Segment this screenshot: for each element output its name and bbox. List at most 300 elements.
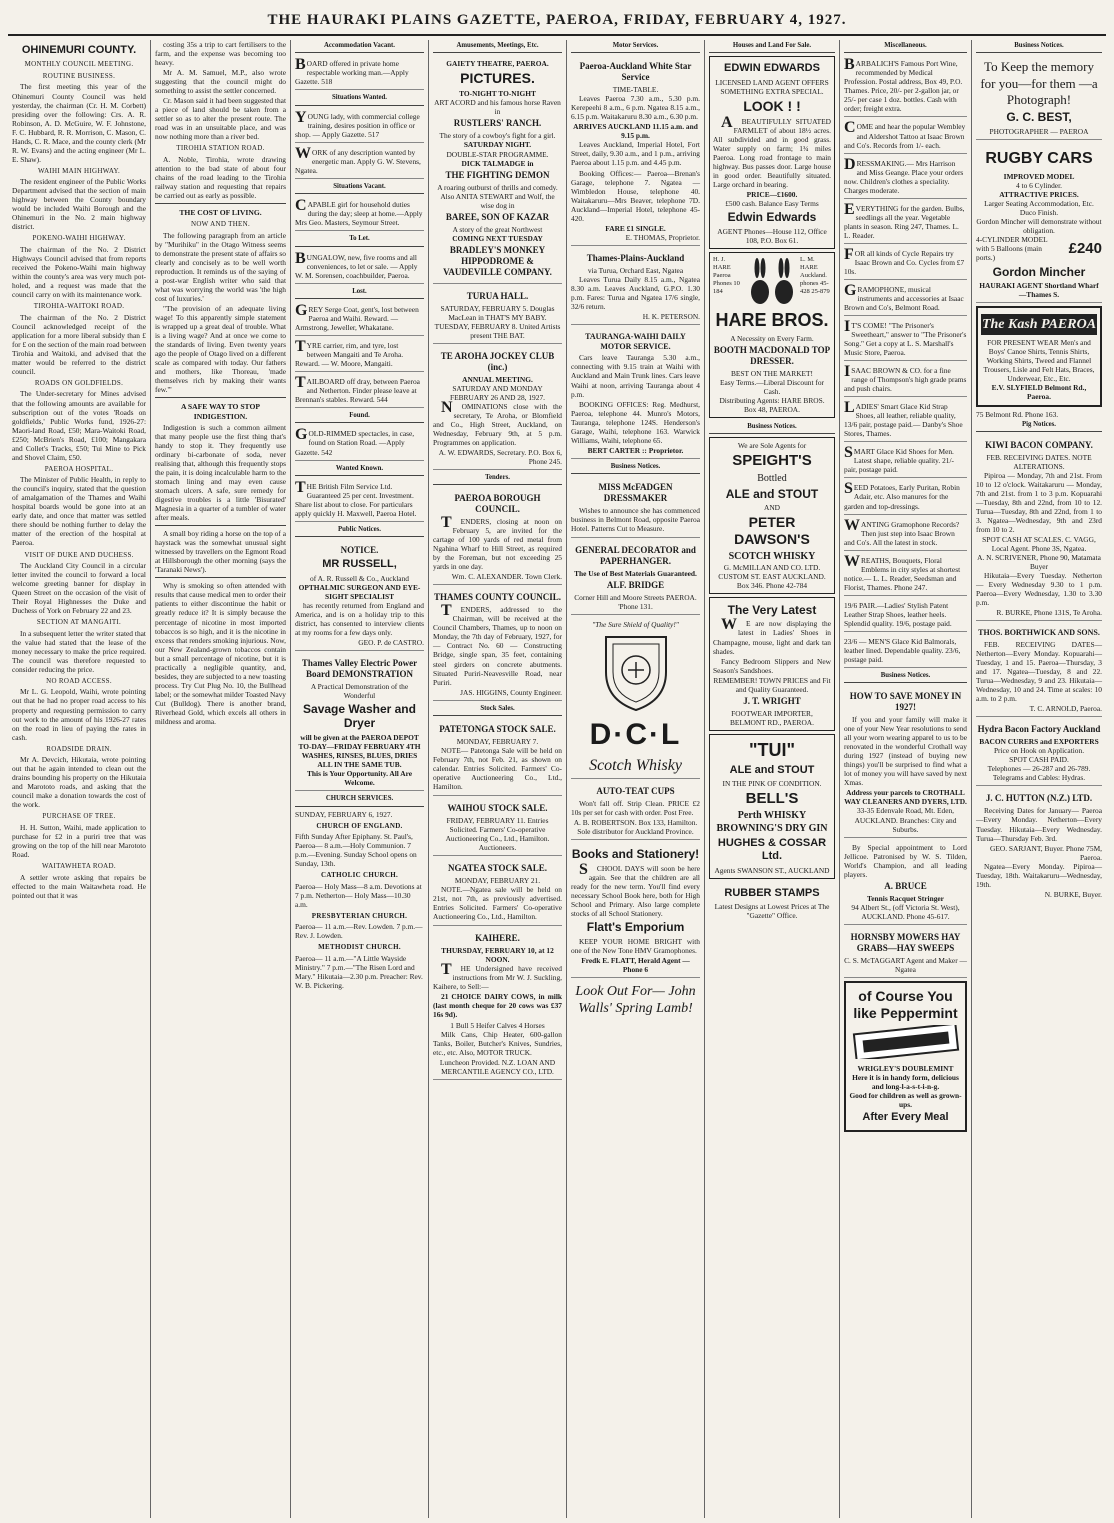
whisky-ad bbox=[571, 617, 700, 779]
ad-body: Fancy Bedroom Slippers and New Season's Sandshoes. bbox=[713, 656, 831, 675]
auction-ad bbox=[433, 928, 562, 1079]
section-header: Miscellaneous. bbox=[844, 40, 967, 53]
ad-signature: Wm. C. ALEXANDER. Town Clerk. bbox=[451, 572, 562, 582]
ad-name: ALF. BRIDGE bbox=[606, 580, 665, 591]
ad-title: PICTURES. bbox=[460, 70, 535, 87]
ad-line: Price on Hook on Application. bbox=[993, 746, 1085, 756]
ad-body: Leaves Turua Daily 8.15 a.m., Ngatea 8.30 a.m. Leaves Auckland, G.P.O. 1.30 p.m. Fares: Turua and Ngatea 17/6 single, 32/6 return. bbox=[571, 274, 700, 311]
ad-line: MONDAY, FEBRUARY 21. bbox=[454, 876, 541, 886]
article-heading: OHINEMURI COUNTY. bbox=[21, 44, 137, 56]
notice-body: has recently returned from England and America, and is on a holiday trip to this district, has consented to interview clients at my rooms for a few days only. bbox=[295, 600, 424, 637]
section-heading: POKENO-WAIHI HIGHWAY. bbox=[32, 234, 126, 243]
ad-line: will be given at the PAEROA DEPOT TO-DAY—FRIDAY FEBRUARY 4TH bbox=[298, 733, 421, 752]
rabbits-icon bbox=[744, 256, 800, 308]
paragraph: H. H. Sutton, Waihi, made application to purchase for £2 in a puriri tree that was growing on the top of the hill near Marototo Road. bbox=[12, 822, 146, 859]
ad-line: Gordon Mincher will demonstrate without obligation. bbox=[976, 217, 1102, 236]
classified-ad: SMART Glace Kid Shoes for Men. Latest shape, reliable quality. 21/- pair, postage paid. bbox=[844, 444, 967, 478]
ad-line: THURSDAY, FEBRUARY 10, at 12 NOON. bbox=[441, 946, 554, 965]
stock-sale-ad bbox=[433, 858, 562, 926]
brand-banner: The Kash PAEROA bbox=[981, 314, 1097, 335]
ad-line: A story of the great Northwest bbox=[452, 224, 543, 234]
stationery-ad bbox=[571, 842, 700, 978]
classified-ad: WORK of any description wanted by energetic man. Apply G. W. Stevens, Ngatea. bbox=[295, 145, 424, 179]
column-amusements bbox=[429, 40, 567, 1518]
ad-line: Luncheon Provided. N.Z. LOAN AND MERCANTILE AGENCY CO., LTD. bbox=[439, 1057, 556, 1076]
classified-ad: YOUNG lady, with commercial college training, desires position in office or shop. — Apply Gazette. 517 bbox=[295, 109, 424, 143]
ad-line: BACON CURERS and EXPORTERS bbox=[979, 737, 1099, 747]
ad-body: Pipiroa — Monday, 7th and 21st. From 10 to 12 o'clock. Waitakaruru — Monday, 7th and 21st. from 1 to 3 p.m. Kopuarahi—Tuesday, 8th and 22nd, from 10 to 12. Turua—Tuesday, 8th and 22nd, from 1 to 3. Ngatea—Wednesday, 9th and 23rd from 10 to 2. bbox=[976, 470, 1102, 535]
ad-body: Cars leave Tauranga 5.30 a.m., connecting with 9.15 train at Waihi with Auckland and Main Trunk lines. Cars leave Waihi at noon, arriving Tauranga about 4 p.m. bbox=[571, 353, 700, 399]
ad-title: J. C. HUTTON (N.Z.) LTD. bbox=[985, 793, 1093, 804]
ad-body: Leaves Auckland, Imperial Hotel, Fort Street, daily, 9.30 a.m., and 1 p.m., arriving Paeroa about 1.15 p.m. and 4.45 p.m. bbox=[571, 140, 700, 168]
brand-tagline: Scotch Whisky bbox=[589, 756, 682, 774]
wrigleys-ad bbox=[844, 981, 967, 1132]
ad-line: CUSTOM ST. EAST AUCKLAND. bbox=[718, 571, 826, 581]
section-heading: PURCHASE OF TREE. bbox=[42, 812, 116, 821]
rubber-stamps-ad bbox=[709, 882, 835, 923]
ad-line: GAIETY THEATRE, PAEROA. bbox=[446, 59, 549, 69]
ad-body: ABEAUTIFULLY SITUATED FARMLET of about 18½ acres. All subdivided and in good grass. Water supply on farm; 1¾ miles Paeroa. Long road frontage to main highway. Bus passes door. Large house in good order. Beautifully situated. Large orchard in bearing. bbox=[713, 113, 831, 190]
paragraph: Indigestion is such a common ailment that many people use the first thing that's handy to stop it. They frequently use ordinary bi-carbonate of soda, never realising that, although this frequently stops the pain, it is doing incalculable harm to the stomach lining and may even cause stomach ulcers. A safe, sure remedy for digestive troubles is a little 'Bisurated' Magnesia in a quarter of a tumbler of water after meals. bbox=[155, 422, 286, 523]
decorator-ad bbox=[571, 540, 700, 615]
ad-line: Easy Terms.—Liberal Discount for Cash. bbox=[719, 377, 825, 396]
ad-line: After Every Meal bbox=[862, 1111, 949, 1124]
ad-title: NGATEA STOCK SALE. bbox=[448, 863, 547, 874]
ad-body: NOTE— Patetonga Sale will be held on February 7th, not Feb. 21, as shown on calendar. Entries Solicited. Farmers' Co-operative Auctioneering Co., Ltd., Hamilton. bbox=[433, 745, 562, 792]
brand-name: "TUI" bbox=[748, 739, 796, 760]
ad-price: PRICE—£1600. bbox=[746, 190, 798, 200]
hutton-ad bbox=[976, 788, 1102, 901]
column-articles bbox=[151, 40, 291, 1518]
ad-title: TURUA HALL. bbox=[466, 290, 529, 301]
ad-body: Wishes to announce she has commenced business in Belmont Road, opposite Paeroa Hotel. Patterns Cut to Measure. bbox=[571, 505, 700, 534]
speights-ad bbox=[709, 437, 835, 594]
paragraph: The following paragraph from an article by "Murihiku" in the Otago Witness seems to demonstrate the present state of affairs so clearly and concisely as to be well worth reproduction. It reminds us of the saying of a post-war English writer who said that what was worrying the world was 'the high cost of luxuries.' bbox=[155, 230, 286, 304]
classified-ad: BUNGALOW, new, five rooms and all conveniences, to let or sale. — Apply W. M. Sorensen, coachbuilder, Paeroa. bbox=[295, 250, 424, 284]
film-title: BAREE, SON OF KAZAR bbox=[445, 211, 550, 222]
ad-line: REMEMBER! TOWN PRICES and Fit and Quality Guaranteed. bbox=[713, 675, 831, 694]
price-value: £240 bbox=[1068, 239, 1102, 257]
ad-line: SCOTCH WHISKY bbox=[728, 550, 816, 562]
ad-body: TENDERS, addressed to the Chairman, will be received at the Council Chambers, Thames, up to noon on Monday, the 7th day of February, 1927, for— Contract No. 60 — Constructing Bridge, single span, 35 feet, containing steel girders on concrete abutments. Situated Puriri-Neavesville Road, near Puriri. bbox=[433, 602, 562, 687]
paragraph: Mr A. M. Samuel, M.P., also wrote suggesting that the council might do something to assist the settler concerned. bbox=[155, 68, 286, 96]
section-header: Pig Notices. bbox=[976, 419, 1102, 432]
ad-line: We are Sole Agents for bbox=[737, 441, 807, 451]
ad-line: TUESDAY, FEBRUARY 8. United Artists present THE BAT. bbox=[434, 321, 561, 340]
article-heading: A SAFE WAY TO STOP INDIGESTION. bbox=[180, 402, 261, 421]
motor-service-ad bbox=[571, 56, 700, 245]
paragraph: A. Noble, Tirohia, wrote drawing attention to the bad state of about four chains of the road leading to the Tirohia railway station and requesting that repairs be carried out as early as possible. bbox=[155, 154, 286, 200]
divider bbox=[155, 203, 286, 204]
article-heading: THE COST OF LIVING. bbox=[179, 208, 262, 218]
ad-signature: R. BURKE, Phone 131S, Te Aroha. bbox=[996, 608, 1102, 618]
ad-line: Tennis Racquet Stringer bbox=[867, 893, 944, 903]
ad-title: Thames-Plains-Auckland bbox=[586, 252, 685, 263]
ad-body: KEEP YOUR HOME BRIGHT with one of the New Tone HMV Gramophones. bbox=[571, 936, 700, 955]
ad-line: DOUBLE-STAR PROGRAMME. bbox=[446, 149, 549, 159]
cleaners-ad bbox=[844, 686, 967, 837]
section-header: Accommodation Vacant. bbox=[295, 40, 424, 53]
ad-signature: Fredk E. FLATT, Herald Agent — Phone 6 bbox=[581, 955, 690, 974]
footwear-ad bbox=[709, 597, 835, 731]
ad-body: SCHOOL DAYS will soon be here again. See that the children are all ready for the new term. You'll find every necessary School Book here, both for High School and Primary. Also large complete stocks of all School Stationery. bbox=[571, 860, 700, 919]
section-heading: ROADS ON GOLDFIELDS. bbox=[34, 378, 124, 387]
ad-line: SPOT CASH PAID. bbox=[1009, 755, 1069, 765]
notice-name: MR RUSSELL, bbox=[322, 558, 397, 571]
section-header: To Let. bbox=[295, 233, 424, 246]
section-heading: WAIHI MAIN HIGHWAY. bbox=[37, 166, 121, 175]
ad-name: A. BRUCE bbox=[884, 880, 927, 891]
ad-body: NOMINATIONS close with the secretary, Te Aroha, or Blomfield and Co., High Street, Auckland, on Wednesday, February 9th, at 5 p.m. Programmes on application. bbox=[433, 398, 562, 447]
ad-line: Here it is in handy form, delicious and long-l-a-s-t-i-n-g. bbox=[852, 1072, 959, 1091]
section-heading: PAEROA HOSPITAL. bbox=[44, 464, 114, 473]
ad-title: Look Out For— John Walls' Spring Lamb! bbox=[575, 983, 696, 1016]
columns bbox=[8, 40, 1106, 1518]
brand-name: HARE BROS. bbox=[715, 309, 829, 330]
ad-title: PAEROA BOROUGH COUNCIL. bbox=[454, 493, 541, 515]
section-heading: VISIT OF DUKE AND DUCHESS. bbox=[24, 550, 134, 559]
ad-line: TIME-TABLE. bbox=[612, 85, 659, 95]
ad-line: HAURAKI AGENT Shortland Wharf—Thames S. bbox=[979, 281, 1099, 300]
ad-body: FEB. RECEIVING DATES— Netherton—Every Monday. Kopuarahi—Tuesday, 1 and 15. Paeroa—Thursday, 3 and 17. Ngatea—Tuesday, 8 and 22. Turua—Wednesday, 9 and 23. Hikutaia—Wednesday, 10 and 24. Time at scales: 10 a.m. to 2 p.m. bbox=[976, 640, 1102, 704]
ad-line: IMPROVED MODEL bbox=[1003, 172, 1075, 182]
ad-body: Won't fall off. Strip Clean. PRICE £2 10s per set for cash with order. Post Free. bbox=[571, 799, 700, 818]
paragraph: The Under-secretary for Mines advised that the following amounts are available for subscription out of the votes 'Roads on goldfields,' Public Works fund, 1926-27: Maori-land Road, £50; Mara-Waitoki Road, £250; McBrien's Road, £100; Mangakara and Collet's Tracks, £50; Tui Mine to Pick and Shovel Claim, £50. bbox=[12, 389, 146, 462]
ad-body: Hikutaia—Every Tuesday. Netherton — Every Wednesday 9.30 to 1 p.m. Paeroa—Every Wednesday, 1.30 to 3.30 p.m. bbox=[976, 571, 1102, 608]
ad-line: Distributing Agents: HARE BROS. Box 48, PAEROA. bbox=[719, 395, 825, 414]
ad-line: IN THE PINK OF CONDITION. bbox=[722, 779, 822, 789]
ad-body: FRIDAY, FEBRUARY 11. Entries Solicited. Farmers' Co-operative Auctioneering Co., Ltd., Hamilton. Auctioneers. bbox=[445, 816, 550, 853]
tui-ale-ad bbox=[709, 734, 835, 879]
lamb-ad bbox=[571, 980, 700, 1020]
paragraph: The chairman of the No. 2 District Council acknowledged receipt of the application for a more liberal subsidy than £ for £ on the section of the main road between Tirohia and Waitoki, and advised that the matter would be referred to the district council. bbox=[12, 312, 147, 376]
classified-ad: BARBALICH'S Famous Port Wine, recommended by Medical Profession. Postal address, Box 49, P.O. Thames. Price, 20/- per 2-gallon jar, or 25/- per case 1 doz. bottles. Cash with order; freight extra. bbox=[844, 56, 967, 117]
ad-line: via Turua, Orchard East, Ngatea bbox=[587, 265, 684, 275]
paragraph: Cr. Mason said it had been suggested that a piece of land should be taken from a settler so as to alter the present route. The road was in an unsuitable place, and was now nothing more than a river bed. bbox=[155, 96, 286, 142]
ad-line: The Use of Best Materials Guaranteed. bbox=[574, 569, 697, 578]
photographer-ad bbox=[976, 56, 1102, 139]
ad-line: 33-35 Edenvale Road, Mt. Eden, AUCKLAND. Branches: City and Suburbs. bbox=[854, 806, 957, 834]
section-header: Business Notices. bbox=[709, 421, 835, 434]
ad-title: Thames Valley Electric Power Board DEMONSTRATION bbox=[301, 657, 418, 679]
classified-ad: GOLD-RIMMED spectacles, in case, found on Station Road. —Apply Gazette. 542 bbox=[295, 426, 424, 460]
notice-line: OPTHALMIC SURGEON AND EYE-SIGHT SPECIALIST bbox=[298, 582, 421, 601]
classified-ad: 19/6 PAIR.—Ladies' Stylish Patent Leather Strap Shoes, leather heels. Splendid quality. 19/6, postage paid. bbox=[844, 598, 967, 632]
notice-signature: GEO. P. de CASTRO. bbox=[358, 637, 424, 647]
turua-hall-ad bbox=[433, 286, 562, 344]
company-name: HUGHES & COSSAR Ltd. bbox=[717, 836, 827, 863]
classified-ad: CAPABLE girl for household duties during the day; sleep at home.—Apply Mrs Geo. Masters, Seymour Street. bbox=[295, 197, 424, 231]
ad-body: TENDERS, closing at noon on February 5, are invited for the cartage of 100 yards of red metal from Ngahina Wharf to Hill Street, as required by the Foreman, but not exceeding 25 yards in one day. bbox=[433, 514, 562, 572]
classified-ad: ISAAC BROWN & CO. for a fine range of Thompson's high grade prams and push chairs. bbox=[844, 363, 967, 397]
classified-ad: TYRE carrier, rim, and tyre, lost between Mangaiti and Te Aroha. Reward. — W. Moore, Mangaiti. bbox=[295, 338, 424, 372]
classified-ad: WANTING Gramophone Records? Then just step into Isaac Brown and Co's. All the latest in stock. bbox=[844, 517, 967, 551]
agent-name: Edwin Edwards bbox=[727, 210, 817, 225]
section-header: Public Notices. bbox=[295, 524, 424, 537]
notice-ad bbox=[295, 540, 424, 651]
ad-title: TE AROHA JOCKEY CLUB (inc.) bbox=[440, 350, 555, 372]
ad-line: FOOTWEAR IMPORTER, BELMONT RD., PAEROA. bbox=[730, 708, 814, 727]
ad-line: AND bbox=[763, 503, 780, 513]
classified-ad: SEED Potatoes, Early Puritan, Robin Adair, etc. Also manures for the garden and top-dressings. bbox=[844, 480, 967, 514]
tennis-ad bbox=[844, 840, 967, 925]
dealer-name: Gordon Mincher bbox=[992, 264, 1086, 279]
store-name: J. T. WRIGHT bbox=[743, 695, 801, 706]
ad-line: A Practical Demonstration of the Wonderful bbox=[310, 681, 409, 700]
church-times: Paeroa— 11 a.m.—Rev. Lowden. 7 p.m.—Rev. J. Lowden. bbox=[295, 922, 423, 941]
ad-line: 4-CYLINDER MODEL with 5 Balloons (main ports.) bbox=[976, 235, 1048, 263]
paragraph: A small boy riding a horse on the top of a haystack was the somewhat unusual sight witnessed by travellers on the Egmont Road at Hillsborough the other morning (says the 'Taranaki News'). bbox=[155, 529, 286, 575]
ad-title: TAURANGA-WAIHI DAILY MOTOR SERVICE. bbox=[585, 331, 686, 351]
church-times: Fifth Sunday After Epiphany. St. Paul's, Paeroa— 8 a.m.—Holy Communion. 7 p.m.—Evening. Sunday School opens on Sunday, 13th. bbox=[295, 832, 417, 869]
ad-body: Leaves Paeroa 7.30 a.m., 5.30 p.m. Kerepeehi 8 a.m., 6 p.m. Ngatea 8.15 a.m., 6.15 p.m. Waitakaruru 8.30 a.m., 6.30 p.m. bbox=[571, 94, 700, 122]
ad-line: ALE and STOUT bbox=[725, 486, 819, 501]
ad-line: £500 cash. Balance Easy Terms bbox=[725, 199, 819, 209]
notice-line: of A. R. Russell & Co., Auckland bbox=[310, 573, 409, 583]
church-times: Paeroa— 11 a.m.—"A Little Wayside Ministry." 7 p.m.—"The Risen Lord and Mary." Hikutaia—2.30 p.m. Preacher: Rev. W. B. Pickering. bbox=[295, 954, 423, 991]
ad-line: ART ACORD and his famous horse Raven in bbox=[434, 98, 561, 117]
ad-title: WAIHOU STOCK SALE. bbox=[447, 803, 548, 814]
ad-line: BEST ON THE MARKET! bbox=[730, 368, 814, 378]
column-miscellaneous bbox=[840, 40, 972, 1518]
ad-title: THOS. BORTHWICK AND SONS. bbox=[978, 628, 1100, 638]
hydra-bacon-ad bbox=[976, 719, 1102, 786]
section-heading: ROADSIDE DRAIN. bbox=[46, 744, 112, 753]
brand-name: SPEIGHT'S bbox=[732, 452, 812, 470]
column-classifieds bbox=[291, 40, 429, 1518]
ad-line: A. N. SCRIVENER, Phone 90, Matamata Buyer bbox=[977, 553, 1101, 572]
ad-line: FARE £1 SINGLE. bbox=[605, 223, 666, 233]
paragraph: costing 35s a trip to cart fertilisers to the farm, and the expense was becoming too heavy. bbox=[155, 40, 286, 68]
ad-title: HORNSBY MOWERS HAY GRABS—HAY SWEEPS bbox=[850, 931, 961, 953]
section-header: Situations Wanted. bbox=[295, 92, 424, 105]
ad-signature: A. W. EDWARDS, Secretary. P.O. Box 6, Phone 245. bbox=[438, 447, 562, 466]
classified-ad: THE British Film Service Ltd. Guaranteed 25 per cent. Investment. Share list about to close. For particulars apply quickly H. Maxwell, Paeroa Hotel. bbox=[295, 479, 424, 522]
bacon-company-ad bbox=[976, 435, 1102, 622]
ad-line: SATURDAY NIGHT. bbox=[463, 140, 532, 150]
ad-line: TO-NIGHT TO-NIGHT bbox=[459, 89, 536, 99]
ad-line: PHOTOGRAPHER — PAEROA bbox=[989, 126, 1089, 136]
divider bbox=[155, 525, 286, 526]
jockey-club-ad bbox=[433, 346, 562, 470]
ad-line: A. B. ROBERTSON. Box 133, Hamilton. Sole distributor for Auckland Province. bbox=[573, 818, 698, 837]
land-agent-ad bbox=[709, 56, 835, 249]
ad-title: GENERAL DECORATOR and PAPERHANGER. bbox=[575, 545, 696, 567]
classified-ad: TAILBOARD off dray, between Paeroa and Netherton. Finder please leave at Brennan's stables. Reward. 544 bbox=[295, 374, 424, 408]
rugby-cars-ad bbox=[976, 142, 1102, 304]
ad-body: Receiving Dates for January— Paeroa—Every Monday. Netherton—Every Tuesday. Hikutaia—Every Wednesday. Turua—Thursday Feb. 3rd. bbox=[976, 806, 1102, 843]
ad-title: RUGBY CARS bbox=[985, 149, 1093, 167]
film-title: THE FIGHTING DEMON bbox=[445, 169, 550, 180]
church-name: PRESBYTERIAN CHURCH. bbox=[311, 911, 408, 920]
film-title: RUSTLERS' RANCH. bbox=[453, 118, 542, 129]
ad-title: THAMES COUNTY COUNCIL. bbox=[434, 592, 561, 603]
ad-body: 21 CHOICE DAIRY COWS, in milk (last month cheque for 20 cows was £37 16s 9d). bbox=[433, 992, 562, 1020]
hare-bros-ad bbox=[709, 252, 835, 418]
ad-title: RUBBER STAMPS bbox=[724, 886, 820, 899]
section-header: CHURCH SERVICES. bbox=[295, 793, 424, 806]
article-subheading: MONTHLY COUNCIL MEETING. bbox=[24, 60, 134, 69]
classified-ad: BOARD offered in private home respectable working man.—Apply Gazette. 518 bbox=[295, 56, 424, 90]
paragraph: The chairman of the No. 2 District Highways Council advised that from reports received the Pokeno-Waihi main highway within the county's area was very much pot-holed, and a request was made that the council carry on with its maintenance work. bbox=[12, 245, 146, 300]
ad-line: Bottled bbox=[757, 472, 787, 484]
ad-title: KIWI BACON COMPANY. bbox=[985, 439, 1093, 450]
paragraph: The Auckland City Council in a circular letter invited the council to forward a local welcome greeting banner for display in Queen Street on the occasion of the visit of Their Royal Highnesses the Duke and Duchess of York on February 22 and 23. bbox=[12, 561, 146, 616]
section-header: Tenders. bbox=[433, 472, 562, 485]
ad-title: Hydra Bacon Factory Auckland bbox=[977, 724, 1101, 735]
section-header: Amusements, Meetings, Etc. bbox=[433, 40, 562, 53]
ad-line: ARRIVES AUCKLAND 11.15 a.m. and 9.15 p.m. bbox=[573, 122, 698, 141]
ad-title: BRADLEY'S MONKEY HIPPODROME & VAUDEVILLE COMPANY. bbox=[443, 244, 552, 277]
church-name: CATHOLIC CHURCH. bbox=[320, 871, 398, 880]
ad-line: DICK TALMADGE in bbox=[461, 158, 534, 168]
ad-body: THE Undersigned have received instructions from Mr W. J. Suckling, Kaihere, to Sell:— bbox=[433, 961, 562, 992]
ad-line: Corner Hill and Moore Streets PAEROA. 'Phone 131. bbox=[574, 593, 697, 612]
brand-name: PETER DAWSON'S bbox=[734, 514, 810, 548]
phone-block: L. M. HARE Auckland. phones 45-428 25-879 bbox=[800, 255, 830, 295]
section-header: Business Notices. bbox=[571, 461, 700, 474]
tender-ad bbox=[433, 587, 562, 700]
divider bbox=[155, 397, 286, 398]
classified-ad: GREY Serge Coat, gent's, lost between Paeroa and Waihi. Reward. — Armstrong, Jeweller, Whakatane. bbox=[295, 302, 424, 336]
ad-title: PATETONGA STOCK SALE. bbox=[439, 723, 556, 734]
ad-title: Books and Stationery! bbox=[571, 847, 700, 862]
divider bbox=[155, 577, 286, 578]
section-heading: NO ROAD ACCESS. bbox=[46, 676, 112, 685]
section-heading: SECTION AT MANGAITI. bbox=[36, 618, 122, 627]
brand-name: BELL'S bbox=[745, 790, 799, 808]
ad-line: ANNUAL MEETING. bbox=[462, 374, 533, 384]
ad-line: Address your parcels to CROTHALL WAY CLEANERS AND DYERS, LTD. bbox=[844, 788, 967, 807]
classified-ad: EVERYTHING for the garden. Bulbs, seedlings all the year. Vegetable plants in season. Ring 247, Thames. L. L. Reader. bbox=[844, 201, 967, 244]
paragraph: The first meeting this year of the Ohinemuri County Council was held yesterday, the chairman (Cr. H. M. Corbett) presiding over the following: Crs. A. R. Robinson, A. D. McGuire, W. F. Johnstone, F. C. Hubbard, R. R. Morrison, C. Mason, C. Hands, C. R. Mace, and the county clerk (Mr R. W. Evans) and the acting engineer (Mr L. E. Shaw). bbox=[12, 82, 146, 164]
section-header: Motor Services. bbox=[571, 40, 700, 53]
teat-cups-ad bbox=[571, 781, 700, 840]
ad-title: MISS McFADGEN DRESSMAKER bbox=[598, 482, 673, 503]
ad-line: C. S. McTAGGART Agent and Maker — Ngatea bbox=[844, 955, 967, 974]
ad-line: LICENSED LAND AGENT OFFERS SOMETHING EXTRA SPECIAL. bbox=[715, 77, 829, 96]
theatre-ad bbox=[433, 56, 562, 283]
ad-line: Box 346. Phone 42-784 bbox=[736, 580, 808, 590]
ad-line: The story of a cowboy's fight for a girl. bbox=[439, 131, 556, 141]
address-line: 75 Belmont Rd. Phone 163. bbox=[976, 409, 1059, 419]
paragraph: The resident engineer of the Public Works Department advised that the section of main highway between the County boundary would be included Waihi Borough and the Ohinemuri in the No. 2 main highway district. bbox=[12, 177, 146, 232]
section-header: Wanted Known. bbox=[295, 463, 424, 476]
ad-body: BOOKING OFFICES: Reg. Medhurst, Paeroa, telephone 44. Munro's Motors, Tauranga, telephone 124S. Henderson's Garage, Waihi, telephone 163. Warwick Williams, Waihi, telephone 65. bbox=[571, 399, 700, 445]
ad-line: SATURDAY, FEBRUARY 5. Douglas MacLean in THAT'S MY BABY. bbox=[440, 303, 555, 322]
ad-line: Agents SWANSON ST., AUCKLAND bbox=[714, 865, 830, 875]
ad-line: This is Your Opportunity. All Are Welcome. bbox=[307, 769, 412, 788]
paragraph: Mr L. G. Leopold, Waihi, wrote pointing out that he had no proper road access to his property and requesting permission to carry out work to the amount of his 1926-27 rates on the road in lieu of paying the rates in cash. bbox=[12, 687, 146, 742]
ad-line: Larger Seating Accommodation, Etc. Duco Finish. bbox=[984, 199, 1094, 218]
article-subheading: NOW AND THEN. bbox=[190, 220, 251, 229]
ad-line: FEB. RECEIVING DATES. NOTE ALTERATIONS. bbox=[986, 452, 1092, 471]
ad-line: ALE and STOUT bbox=[729, 763, 815, 776]
stock-sale-ad bbox=[433, 798, 562, 856]
paragraph: In a subsequent letter the writer stated that the value had stated that the lease of the money necessary to make the price required. The council was therefore requested to consider reducing the price. bbox=[12, 628, 146, 674]
price-row bbox=[976, 235, 1102, 262]
ad-title: The Very Latest bbox=[727, 602, 817, 617]
church-name: METHODIST CHURCH. bbox=[318, 943, 401, 952]
ad-line: COMING NEXT TUESDAY bbox=[452, 233, 543, 243]
store-name: Flatt's Emporium bbox=[586, 920, 685, 935]
ad-body: WE are now displaying the latest in Ladies' Shoes in Champagne, mouse, light and dark tan shades. bbox=[713, 616, 831, 656]
column-county-news bbox=[8, 40, 151, 1518]
column-motor-services bbox=[567, 40, 705, 1518]
ad-line: Perth WHISKY bbox=[737, 810, 807, 822]
classified-ad: DRESSMAKING.— Mrs Harrison and Miss Geange. Place your orders now. Children's clothes a speciality. Charges moderate. bbox=[844, 156, 967, 199]
classified-ad: LADIES' Smart Glace Kid Strap Shoes, all leather, reliable quality, 13/6 pair, postage paid.— Danby's Shoe Stores, Thames. bbox=[844, 399, 967, 442]
ad-slogan: "The Sure Shield of Quality!" bbox=[592, 620, 679, 630]
ad-signature: GEO. SARJANT, Buyer. Phone 75M, Paeroa. bbox=[990, 843, 1102, 862]
ad-line: SATURDAY AND MONDAY FEBRUARY 26 AND 28, 1927. bbox=[450, 383, 545, 402]
section-header: Houses and Land For Sale. bbox=[709, 40, 835, 53]
ad-line: G. McMILLAN AND CO. LTD. bbox=[723, 562, 821, 572]
article-subheading: ROUTINE BUSINESS. bbox=[42, 71, 116, 80]
classified-ad: GRAMOPHONE, musical instruments and accessories at Isaac Brown and Co's, Belmont Road. bbox=[844, 282, 967, 316]
ad-title: of Course You like Peppermint bbox=[853, 987, 958, 1021]
ad-title: Paeroa-Auckland White Star Service bbox=[579, 61, 692, 83]
ad-line: Telephones — 26-287 and 26-789. Telegrams and Cables: Hydras. bbox=[987, 764, 1091, 783]
classified-ad: FOR all kinds of Cycle Repairs try Isaac Brown and Co. Cycles from £7 10s. bbox=[844, 246, 967, 280]
gum-pack-icon bbox=[849, 1025, 962, 1061]
ad-line: BROWNING'S DRY GIN bbox=[716, 822, 828, 834]
ad-title: KAIHERE. bbox=[475, 933, 520, 944]
ad-line: MONDAY, FEBRUARY 7. bbox=[456, 736, 539, 746]
column-houses-land bbox=[705, 40, 840, 1518]
section-header: Situations Vacant. bbox=[295, 181, 424, 194]
classified-ad: COME and hear the popular Wembley and Aldershot Tattoo at Isaac Brown and Co's. Records from 1/- each. bbox=[844, 119, 967, 153]
shield-logo-icon bbox=[571, 632, 700, 714]
phone-block: H. J. HARE Paeroa Phones 10 184 bbox=[713, 255, 740, 295]
ad-body: Ngatea—Every Monday. Pipiroa—Tuesday, 18th. Waitakaruru—Wednesday, 19th. bbox=[976, 861, 1102, 889]
classified-ad: IT'S COME! "The Prisoner's Sweetheart," answer to "The Prisoner's Song." Get a copy at L. S. Marshall's Music Store, Paeroa. bbox=[844, 318, 967, 361]
ad-line: A Necessity on Every Farm. bbox=[730, 333, 814, 343]
ad-line: Good for children as well as grown-ups. bbox=[849, 1091, 962, 1110]
section-header: Lost. bbox=[295, 286, 424, 299]
ad-signature: BERT CARTER :: Proprietor. bbox=[587, 445, 684, 455]
ad-body: If you and your family will make it one of your New Year resolutions to send all your worn wearing apparel to us to be renovated in the wonderful Crothall way during 1927 (instead of buying new things) you'll be surprised to find what a lot of money you will have saved by next Xmas. bbox=[844, 715, 967, 788]
section-header: Stock Sales. bbox=[433, 703, 562, 716]
paragraph: A settler wrote asking that repairs be effected to the main Waitawheta road. He pointed out that it was bbox=[12, 872, 146, 900]
ad-body: Milk Cans, Chip Heater, 600-gallon Tanks, Boiler, Butcher's Knives, Sundries, etc., etc. Also, MOTOR TRUCK. bbox=[433, 1029, 562, 1057]
masthead: THE HAURAKI PLAINS GAZETTE, PAEROA, FRIDAY, FEBRUARY 4, 1927. bbox=[8, 6, 1106, 36]
ad-body: By Special appointment to Lord Jellicoe. Patronised by W. S. Tilden, World's Champion, and all leading players. bbox=[844, 842, 967, 879]
ad-signature: H. K. PETERSON. bbox=[642, 311, 700, 321]
ad-line: Latest Designs at Lowest Prices at The "Gazette" Office. bbox=[714, 902, 830, 921]
ad-body: Booking Offices:— Paeroa—Brenan's Garage, telephone 7. Ngatea — Wimbledon House, telephone 40. Waitakaruru—Mrs Beaver, telephone 7D. Auckland—Imperial Hotel, telephone 45-420. bbox=[571, 168, 700, 223]
classified-ad: 23/6 — MEN'S Glace Kid Balmorals, leather lined. Dependable quality. 23/6, postage paid. bbox=[844, 634, 967, 668]
section-header: Business Notices. bbox=[844, 670, 967, 683]
dressmaker-ad bbox=[571, 477, 700, 538]
tender-ad bbox=[433, 488, 562, 585]
ad-line: 1 Bull 5 Heifer Calves 4 Horses bbox=[450, 1020, 545, 1030]
ad-line: 4 to 6 Cylinder. bbox=[1016, 181, 1062, 191]
ad-title: HOW TO SAVE MONEY IN 1927! bbox=[849, 691, 962, 713]
ad-title: To Keep the memory for you—for them —a Photograph! bbox=[980, 59, 1098, 107]
borthwick-ad bbox=[976, 623, 1102, 717]
section-header: Business Notices. bbox=[976, 40, 1102, 53]
brand-name: D·C·L bbox=[589, 718, 682, 752]
ad-title: AUTO-TEAT CUPS bbox=[596, 786, 675, 797]
paragraph: "The provision of an adequate living wage! To this apparently simple statement is wrapped up a great deal of trouble. What is a living wage? And at once we come to the standards of living. Even twenty years ago the people of Otago lived on a different scale as compared with today. Our fathers and mothers, like Thoreau, 'made themselves rich by making their wants few.'" bbox=[155, 304, 286, 395]
church-date: SUNDAY, FEBRUARY 6, 1927. bbox=[295, 809, 393, 819]
ad-signature: T. C. ARNOLD, Paeroa. bbox=[1029, 704, 1102, 714]
ad-line: LOOK ! ! bbox=[743, 97, 801, 114]
ad-signature: N. BURKE, Buyer. bbox=[1044, 889, 1102, 899]
classified-ad: WREATHS, Bouquets, Floral Emblems in city styles at shortest notice.— L. L. Reader, Seedsman and Florist, Thames. Phone 247. bbox=[844, 553, 967, 596]
demonstration-ad bbox=[295, 653, 424, 791]
